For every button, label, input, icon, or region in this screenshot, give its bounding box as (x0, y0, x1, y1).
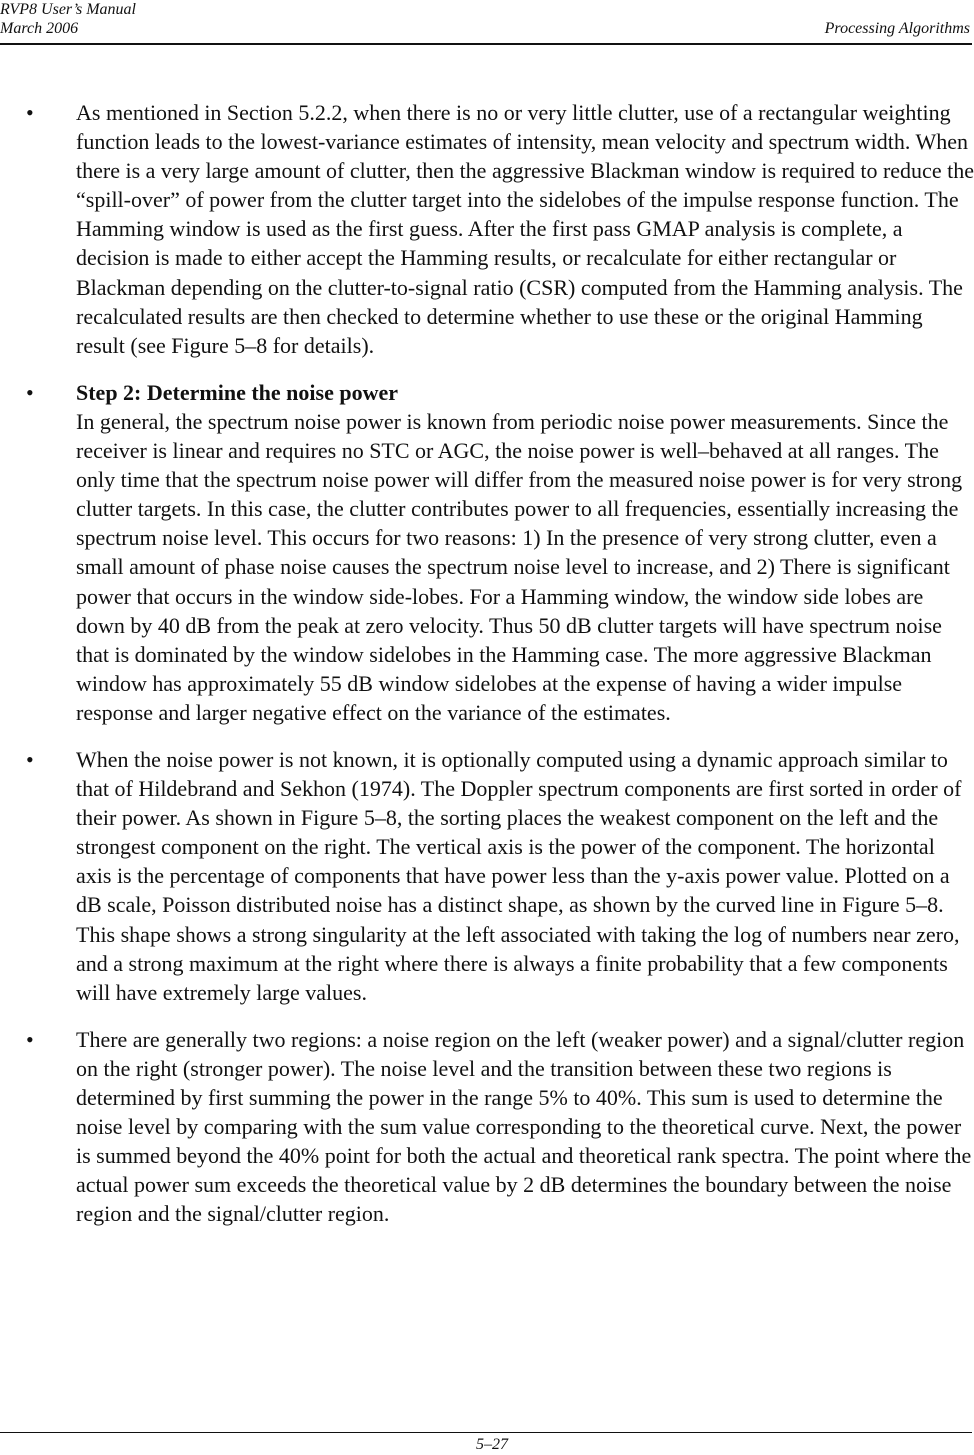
page-body (0, 98, 974, 1246)
bullet-item (0, 378, 974, 727)
paragraph-text: There are generally two regions: a noise region on the left (weaker power) and a signal/clutter region on the right (stronger power). The noise level and the transition between these two regions is determined by first summing the power in the range 5% to 40%. This sum is used to determine the noise level by comparing with the sum value corresponding to the theoretical curve. Next, the power is summed beyond the 40% point for both the actual and theoretical rank spectra. The point where the actual power sum exceeds the theoretical value by 2 dB determines the boundary between the noise region and the signal/clutter region. (76, 1026, 972, 1227)
bullet-icon: • (26, 746, 34, 772)
bullet-icon: • (26, 100, 34, 125)
page-header-left (0, 0, 136, 38)
section-title: Processing Algorithms (824, 20, 970, 37)
page-number: 5–27 (476, 1436, 508, 1453)
paragraph-text: When the noise power is not known, it is optionally computed using a dynamic approach similar to that of Hildebrand and Sekhon (1974). The Doppler spectrum components are first sorted in order of their power. As shown in Figure 5–8, the sorting places the weakest component on the left and the strongest component on the right. The vertical axis is the power of the component. The horizontal axis is the percentage of components that have power less than the y-axis power value. Plotted on a dB scale, Poisson distributed noise has a distinct shape, as shown by the curved line in Figure 5–8. This shape shows a strong singularity at the left associated with taking the log of numbers near zero, and a strong maximum at the right where there is always a finite probability that a few components will have extremely large values. (76, 746, 962, 1005)
step-body: In general, the spectrum noise power is known from periodic noise power measurements. Since the receiver is linear and requires no STC or AGC, the noise power is well–behaved at all ranges. The only time that the spectrum noise power will differ from the measured noise power is for very strong clutter targets. In this case, the clutter contributes power to all frequencies, essentially increasing the spectrum noise level. This occurs for two reasons: 1) In the presence of very strong clutter, even a small amount of phase noise causes the spectrum noise level to increase, and 2) There is significant power that occurs in the window side-lobes. For a Hamming window, the window side lobes are down by 40 dB from the peak at zero velocity. Thus 50 dB clutter targets will have spectrum noise that is dominated by the window sidelobes in the Hamming case. The more aggressive Blackman window has approximately 55 dB window sidelobes at the expense of having a wider impulse response and larger negative effect on the variance of the estimates. (76, 408, 963, 725)
paragraph-text (76, 378, 974, 727)
step-heading: Step 2: Determine the noise power (76, 379, 398, 405)
bullet-icon: • (26, 379, 34, 405)
manual-date: March 2006 (0, 20, 79, 37)
bullet-icon: • (26, 1026, 34, 1052)
bullet-item (0, 1025, 974, 1229)
bullet-item (0, 98, 974, 360)
paragraph-text: As mentioned in Section 5.2.2, when there is no or very little clutter, use of a rectangular weighting function leads to the lowest-variance estimates of intensity, mean velocity and spectrum width. When there is a very large amount of clutter, then the aggressive Blackman window is required to reduce the “spill-over” of power from the clutter target into the sidelobes of the impulse response function. The Hamming window is used as the first guess. After the first pass GMAP analysis is complete, a decision is made to either accept the Hamming results, or recalculate for either rectangular or Blackman depending on the clutter-to-signal ratio (CSR) computed from the Hamming analysis. The recalculated results are then checked to determine whether to use these or the original Hamming result (see Figure 5–8 for details). (76, 100, 974, 358)
header-rule (0, 43, 972, 45)
manual-title: RVP8 User’s Manual (0, 1, 136, 18)
bullet-item (0, 745, 974, 1007)
footer-rule (0, 1432, 972, 1433)
